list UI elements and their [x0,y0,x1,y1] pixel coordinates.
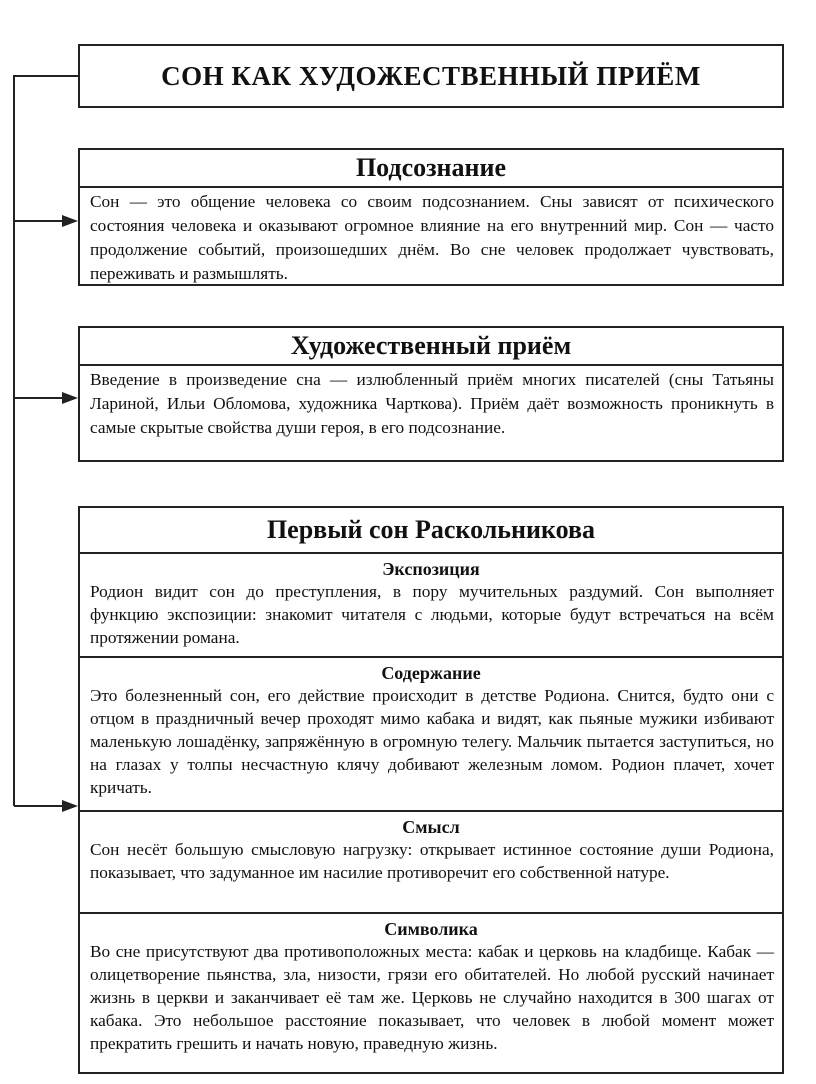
subsection-text: Во сне присутствуют два противоположных места: кабак и церковь на кладбище. Кабак — олицетворение пьянства, зла, низости, грязи его обитателей. Но любой русский начинает жизнь в церкви и заканчивает её там же. Церковь не случайно находится в 300 шагах от кабака. Это небольшое расстояние показывает, что человек в любой момент может прекратить грешить и начать новую, праведную жизнь. [90,942,774,1053]
section-heading: Художественный приём [80,328,782,366]
subsection-heading: Символика [384,919,478,939]
subsection-heading: Смысл [402,817,460,837]
subsection-text: Сон несёт большую смысловую нагрузку: открывает истинное состояние души Родиона, показывает, что задуманное им насилие противоречит его собственной натуре. [90,840,774,882]
arrow-head-2 [62,392,78,404]
subsection-meaning [80,810,782,912]
section-first-dream [78,506,784,1074]
arrow-head-3 [62,800,78,812]
subsection-exposition [80,554,782,656]
main-title-box [78,44,784,108]
section-heading: Первый сон Раскольникова [80,508,782,554]
subsection-text: Родион видит сон до преступления, в пору мучительных раздумий. Сон выполняет функцию экспозиции: знакомит читателя с людьми, которые будут встречаться на всём протяжении романа. [90,582,774,647]
subsection-text: Это болезненный сон, его действие происходит в детстве Родиона. Снится, будто они с отцом в праздничный вечер проходят мимо кабака и видят, как пьяные мужики избивают маленькую лошадёнку, запряжённую в огромную телегу. Мальчик пытается заступиться, но на глазах у толпы несчастную клячу добивают железным ломом. Родион плачет, хочет кричать. [90,686,774,797]
section-artistic-device [78,326,784,462]
subsection-heading: Экспозиция [382,559,480,579]
connector-vertical-line [14,76,78,806]
main-title: СОН КАК ХУДОЖЕСТВЕННЫЙ ПРИЁМ [161,60,701,91]
subsection-content [80,656,782,810]
subsection-heading: Содержание [381,663,481,683]
section-subconscious [78,148,784,286]
section-text: Введение в произведение сна — излюбленный приём многих писателей (сны Татьяны Лариной, Ильи Обломова, художника Чарткова). Приём даёт возможность проникнуть в самые скрытые свойства души героя, в его подсознание. [90,370,774,437]
section-heading: Подсознание [80,150,782,188]
section-text: Сон — это общение человека со своим подсознанием. Сны зависят от психического состояния человека и оказывают огромное влияние на его внутренний мир. Сон — часто продолжение событий, произошедших днём. Во сне человек продолжает чувствовать, переживать и размышлять. [90,192,774,283]
subsection-symbolism [80,912,782,1072]
arrow-head-1 [62,215,78,227]
